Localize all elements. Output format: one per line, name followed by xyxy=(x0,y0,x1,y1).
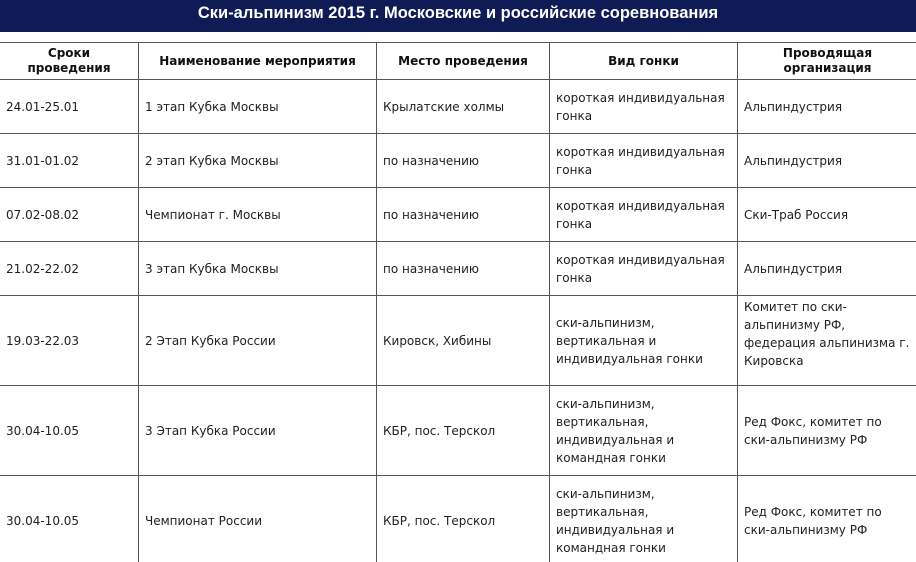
cell-dates: 31.01-01.02 xyxy=(0,134,139,188)
table-row xyxy=(0,476,916,562)
table-row xyxy=(0,188,916,242)
cell-dates: 30.04-10.05 xyxy=(0,476,139,562)
cell-name: 3 этап Кубка Москвы xyxy=(139,242,377,296)
cell-type: короткая индивидуальная гонка xyxy=(550,80,738,134)
cell-place: по назначению xyxy=(377,242,550,296)
cell-name: 1 этап Кубка Москвы xyxy=(139,80,377,134)
table-row xyxy=(0,134,916,188)
cell-name: 2 этап Кубка Москвы xyxy=(139,134,377,188)
title-banner xyxy=(0,0,916,32)
cell-place: КБР, пос. Терскол xyxy=(377,476,550,562)
cell-org: Альпиндустрия xyxy=(738,242,916,296)
cell-org: Ред Фокс, комитет по ски-альпинизму РФ xyxy=(738,386,916,476)
cell-type: короткая индивидуальная гонка xyxy=(550,188,738,242)
table-row xyxy=(0,242,916,296)
cell-org: Комитет по ски-альпинизму РФ, федерация альпинизма г. Кировска xyxy=(738,296,916,386)
header-place: Место проведения xyxy=(377,43,550,80)
header-type: Вид гонки xyxy=(550,43,738,80)
header-org: Проводящая организация xyxy=(738,43,916,80)
cell-dates: 24.01-25.01 xyxy=(0,80,139,134)
cell-place: Крылатские холмы xyxy=(377,80,550,134)
cell-dates: 30.04-10.05 xyxy=(0,386,139,476)
cell-place: по назначению xyxy=(377,188,550,242)
cell-type: ски-альпинизм, вертикальная, индивидуальная и командная гонки xyxy=(550,476,738,562)
competitions-table xyxy=(0,42,916,562)
cell-org: Ски-Траб Россия xyxy=(738,188,916,242)
cell-dates: 19.03-22.03 xyxy=(0,296,139,386)
header-dates: Сроки проведения xyxy=(0,43,139,80)
page-title: Ски-альпинизм 2015 г. Московские и российские соревнования xyxy=(197,4,719,22)
cell-place: Кировск, Хибины xyxy=(377,296,550,386)
table-row xyxy=(0,386,916,476)
cell-type: короткая индивидуальная гонка xyxy=(550,134,738,188)
header-row xyxy=(0,43,916,80)
table-row xyxy=(0,296,916,386)
cell-type: ски-альпинизм, вертикальная, индивидуальная и командная гонки xyxy=(550,386,738,476)
cell-dates: 07.02-08.02 xyxy=(0,188,139,242)
cell-dates: 21.02-22.02 xyxy=(0,242,139,296)
cell-name: Чемпионат г. Москвы xyxy=(139,188,377,242)
cell-org: Альпиндустрия xyxy=(738,134,916,188)
cell-name: 3 Этап Кубка России xyxy=(139,386,377,476)
header-name: Наименование мероприятия xyxy=(139,43,377,80)
cell-place: по назначению xyxy=(377,134,550,188)
cell-type: ски-альпинизм, вертикальная и индивидуальная гонки xyxy=(550,296,738,386)
cell-org: Альпиндустрия xyxy=(738,80,916,134)
cell-org: Ред Фокс, комитет по ски-альпинизму РФ xyxy=(738,476,916,562)
cell-type: короткая индивидуальная гонка xyxy=(550,242,738,296)
cell-place: КБР, пос. Терскол xyxy=(377,386,550,476)
cell-name: 2 Этап Кубка России xyxy=(139,296,377,386)
cell-name: Чемпионат России xyxy=(139,476,377,562)
table-row xyxy=(0,80,916,134)
